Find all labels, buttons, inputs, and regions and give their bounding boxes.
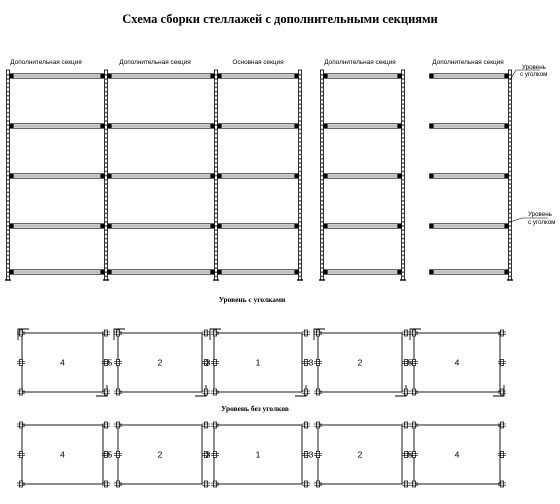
shelf-s4-l5 bbox=[324, 270, 402, 274]
plan-without-corners-joint-number-3: 3 bbox=[308, 449, 314, 460]
shelf-s4-l4 bbox=[324, 224, 402, 228]
shelf-s1-l1 bbox=[10, 74, 105, 78]
plan-without-corners-shelf-number-3: 1 bbox=[255, 449, 261, 460]
section-title-3: Основная секция bbox=[232, 59, 284, 66]
shelf-s1-l5 bbox=[10, 270, 105, 274]
plan-without-corners-shelf-number-5: 4 bbox=[454, 449, 460, 460]
plan-with-corners-shelf-number-4: 2 bbox=[357, 357, 363, 368]
plan-without-corners bbox=[17, 404, 506, 487]
shelf-s4-l2 bbox=[324, 124, 402, 128]
plan-without-corners-shelf-number-4: 2 bbox=[357, 449, 363, 460]
shelf-s3-l1 bbox=[218, 74, 299, 78]
plan-with-corners-shelf-1 bbox=[18, 329, 107, 396]
plan-without-corners-joint-number-2: 3 bbox=[205, 449, 211, 460]
shelf-s1-l4 bbox=[10, 224, 105, 228]
shelf-s3-l5 bbox=[218, 270, 299, 274]
section-title-5: Дополнительная секция bbox=[432, 59, 504, 66]
plan-with-corners-shelf-number-3: 1 bbox=[255, 357, 261, 368]
shelf-s5-l3 bbox=[430, 174, 509, 178]
plan-with-corners-joint-number-4: 5 bbox=[407, 357, 413, 368]
shelf-s4-l1 bbox=[324, 74, 402, 78]
plan-without-corners-joint-number-1: 5 bbox=[107, 449, 113, 460]
shelf-s2-l1 bbox=[108, 74, 215, 78]
front-view bbox=[5, 59, 555, 280]
shelf-s5-l5 bbox=[430, 270, 509, 274]
plan-with-corners-shelf-2 bbox=[114, 329, 206, 396]
plan-with-corners-shelf-4 bbox=[314, 329, 406, 396]
plan-without-corners-title: Уровень без уголков bbox=[221, 404, 289, 413]
shelf-s2-l3 bbox=[108, 174, 215, 178]
plan-without-corners-joint-number-4: 5 bbox=[407, 449, 413, 460]
plan-with-corners-joint-number-3: 3 bbox=[308, 357, 314, 368]
plan-with-corners-shelf-number-1: 4 bbox=[60, 357, 65, 368]
plan-without-corners-shelf-5 bbox=[414, 425, 500, 484]
side-label-bottom-line2: с уголком bbox=[528, 219, 556, 226]
shelf-s3-l3 bbox=[218, 174, 299, 178]
shelf-s1-l2 bbox=[10, 124, 105, 128]
side-label-bottom-line1: Уровень bbox=[528, 211, 552, 218]
plan-without-corners-shelf-number-1: 4 bbox=[60, 449, 65, 460]
plan-without-corners-shelf-4 bbox=[318, 425, 402, 484]
shelf-s2-l5 bbox=[108, 270, 215, 274]
shelf-s1-l3 bbox=[10, 174, 105, 178]
plan-with-corners-shelf-3 bbox=[210, 329, 306, 396]
section-title-1: Дополнительная секция bbox=[10, 59, 82, 66]
plan-with-corners-joint-number-1: 5 bbox=[107, 357, 113, 368]
plan-with-corners-title: Уровень с уголками bbox=[218, 295, 286, 304]
plan-without-corners-shelf-number-2: 2 bbox=[157, 449, 163, 460]
plan-without-corners-shelf-3 bbox=[214, 425, 302, 484]
shelf-s3-l4 bbox=[218, 224, 299, 228]
section-title-4: Дополнительная секция bbox=[324, 59, 396, 66]
shelf-s5-l1 bbox=[430, 74, 509, 78]
shelf-s2-l2 bbox=[108, 124, 215, 128]
section-title-2: Дополнительная секция bbox=[119, 59, 191, 66]
page-title: Схема сборки стеллажей с дополнительными секциями bbox=[122, 12, 438, 26]
shelf-s5-l2 bbox=[430, 124, 509, 128]
side-label-top-line2: с уголком bbox=[520, 71, 548, 78]
shelf-s4-l3 bbox=[324, 174, 402, 178]
shelf-s3-l2 bbox=[218, 124, 299, 128]
shelf-s5-l4 bbox=[430, 224, 509, 228]
shelf-s2-l4 bbox=[108, 224, 215, 228]
plan-with-corners-shelf-number-2: 2 bbox=[157, 357, 163, 368]
side-label-top-line1: Уровень bbox=[522, 64, 546, 71]
plan-with-corners-shelf-5 bbox=[407, 329, 504, 396]
plan-with-corners bbox=[17, 295, 506, 396]
plan-with-corners-joint-number-2: 3 bbox=[205, 357, 211, 368]
plan-without-corners-shelf-1 bbox=[22, 425, 103, 484]
plan-with-corners-shelf-number-5: 4 bbox=[454, 357, 460, 368]
plan-without-corners-shelf-2 bbox=[118, 425, 202, 484]
